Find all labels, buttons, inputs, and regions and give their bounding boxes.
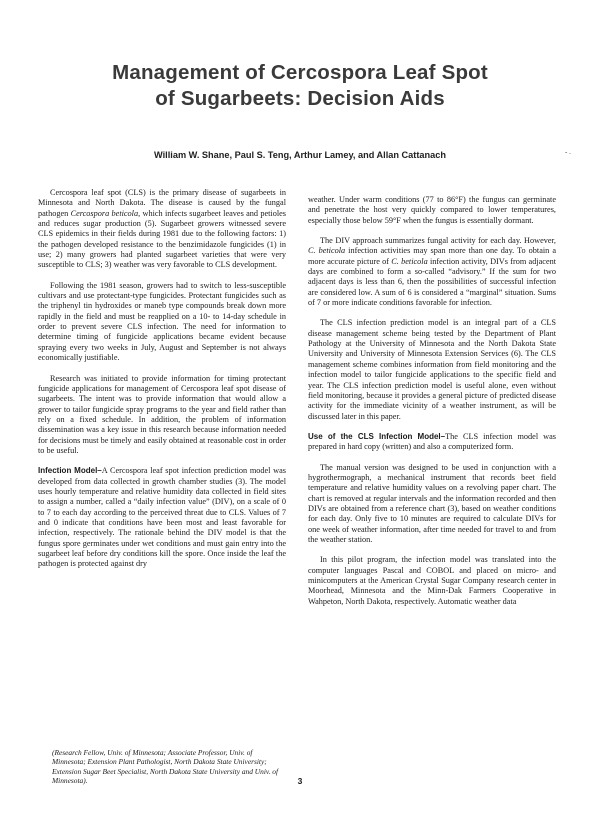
title-line-1: Management of Cercospora Leaf Spot: [112, 61, 488, 84]
paragraph-management-scheme: The CLS infection prediction model is an integral part of a CLS disease management scheme being tested by the Department of Plant Pathology at the University of Minnesota and the North Dakota State University and University of Minnesota Extension Services (6). The CLS management scheme combines information from field monitoring and the infection model to tailor fungicide applications to the specific field and year. The CLS infection prediction model is useful alone, even without field monitoring, because it provides a general picture of predicted disease activity for the immediate vicinity of a weather instrument, as will be discussed later in this paper.: [308, 318, 556, 421]
species-name: Cercospora beticola: [70, 208, 139, 218]
paragraph-div-approach: The DIV approach summarizes fungal activity for each day. However, C. beticola infection activities may span more than one day. To obtain a more accurate picture of C. beticola infection activity, DIVs from adjacent days are combined to form a so-called “advisory.” If the sum for two adjacent days is less than 6, then the possibilities of successful infection are considered low. A sum of 6 is considered a “marginal” situation. Sums of 7 or more indicate conditions favorable for infection.: [308, 236, 557, 308]
author-affiliations-footnote: (Research Fellow, Univ. of Minnesota; Associate Professor, Univ. of Minnesota; Extension Plant Pathologist, North Dakota State University; Extension Sugar Beet Specialist, North Dakota State University and Univ. of Minnesota).: [52, 748, 279, 786]
author-list: William W. Shane, Paul S. Teng, Arthur Lamey, and Allan Cattanach: [154, 150, 446, 160]
section-heading-infection-model: Infection Model–: [38, 466, 102, 476]
paragraph-research: Research was initiated to provide information for timing protectant fungicide applications for management of Cercospora leaf spot disease of sugarbeets. The intent was to provide information that would allow a grower to tailor fungicide spray programs to the year and field rather than rely on a fixed schedule. In addition, the problem of information dissemination was a key issue in this research because information needed for decisions must be timely and easily obtained at reasonable cost in order to be useful.: [38, 373, 286, 455]
right-column: [308, 195, 556, 617]
paragraph-infection-model: Infection Model–A Cercospora leaf spot infection prediction model was developed from data collected in growth chamber studies (3). The model uses hourly temperature and relative humidity data collected in field sites to assign a number, called a “daily infection value” (DIV), on a scale of 0 to 7 to each day according to the perceived threat due to CLS. Values of 7 and 0 indicate that conditions have been most and least favorable for infection, respectively. The rationale behind the DIV model is that the fungus spore germinates under wet conditions and must gain entry into the sugarbeet leaf before dry conditions kill the spore. Once inside the leaf the pathogen is protected against dry: [38, 466, 286, 569]
paragraph-intro: Cercospora leaf spot (CLS) is the primary disease of sugarbeets in Minnesota and North Dakota. The disease is caused by the fungal pathogen Cercospora beticola, which infects sugarbeet leaves and petioles and reduces sugar production (5). Sugarbeet growers witnessed severe CLS epidemics in their fields during 1981 due to the following factors: 1) the pathogen developed resistance to the benzimidazole fungicides (1) in use; 2) many growers had planted sugarbeet varieties that were very susceptible to CLS; 3) weather was very favorable to CLS development.: [38, 188, 286, 270]
paragraph-manual-version: The manual version was designed to be used in conjunction with a hygrothermograph, a mechanical instrument that records beet field temperature and relative humidity values on a revolving paper chart. The chart is removed at regular intervals and the information recorded and then DIVs are obtained from a reference chart (3), based on weather conditions for each day. Only five to 10 minutes are required to calculate DIVs for one week of weather information, after time needed for travel to and from the weather station.: [308, 462, 556, 544]
page-number: 3: [297, 776, 303, 786]
paragraph-pilot-program: In this pilot program, the infection model was translated into the computer languages Pascal and COBOL and placed on micro- and minicomputers at the American Crystal Sugar Company research center in Moorhead, Minnesota and the Minn-Dak Farmers Cooperative in Wahpeton, North Dakota, respectively. Automatic weather data: [308, 555, 556, 606]
article-title: [0, 60, 600, 112]
paragraph-weather: weather. Under warm conditions (77 to 86°F) the fungus can germinate and penetrate the host very quickly compared to lower temperatures, especially those below 59°F when the fungus is essentially dormant.: [308, 195, 556, 225]
left-column: [38, 188, 286, 580]
section-heading-model-use: Use of the CLS Infection Model–: [308, 431, 446, 441]
paragraph-model-use: Use of the CLS Infection Model–The CLS infection model was prepared in hard copy (written) and also a computerized form.: [308, 431, 556, 452]
title-line-2: of Sugarbeets: Decision Aids: [155, 87, 445, 110]
stray-mark: - .: [565, 148, 571, 156]
paragraph-fungicides: Following the 1981 season, growers had to switch to less-susceptible cultivars and use protectant-type fungicides. Protectant fungicides such as the triphenyl tin hydroxides or maneb type compounds break down more rapidly in the field and must be reapplied on a 10- to 14-day schedule in order to prevent severe CLS infection. The need for information to determine timing of fungicide applications became evident because spraying every two weeks in July, August and September is not always economically justifiable.: [38, 280, 286, 363]
